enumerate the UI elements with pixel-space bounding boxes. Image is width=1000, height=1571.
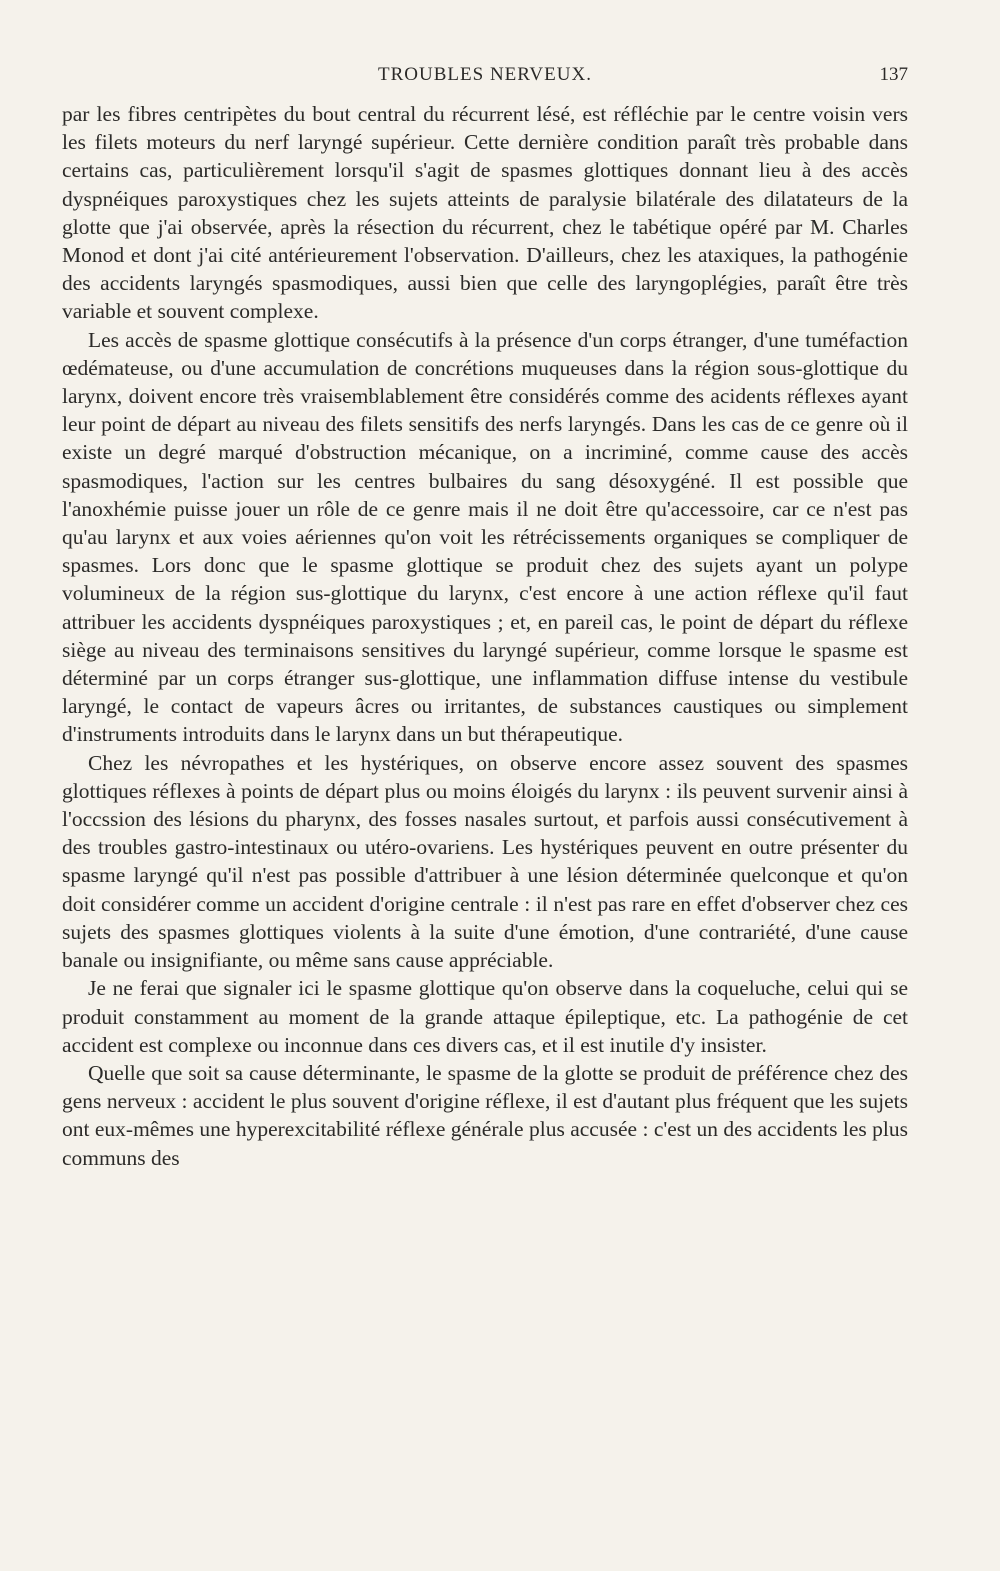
paragraph-nervous-predisposition: Quelle que soit sa cause déterminante, le spasme de la glotte se produit de préférence chez des gens nerveux : accident le plus souvent d'origine réflexe, il est d'autant plus fréquent que les sujets ont eux-mêmes une hyperexcitabilité réflexe générale plus accusée : c'est un des accidents les plus communs des [62,1060,908,1170]
paragraph-hysteria-spasm: Chez les névropathes et les hystériques, on observe encore assez souvent des spasmes glottiques réflexes à points de départ plus ou moins éloigés du larynx : ils peuvent survenir ainsi à l'occssion des lésions du pharynx, des fosses nasales surtout, et parfois aussi consécutivement à des troubles gastro-intestinaux ou utéro-ovariens. Les hystériques peuvent en outre présenter du spasme laryngé qu'il n'est pas possible d'attribuer à une lésion déterminée quelconque et qu'on doit considérer comme un accident d'origine centrale : il n'est pas rare en effet d'observer chez ces sujets des spasmes glottiques violents à la suite d'une émotion, d'une contrariété, d'une cause banale ou insignifiante, ou même sans cause appréciable. [62,750,908,973]
page-number: 137 [879,64,908,85]
running-head [62,60,908,90]
paragraph-continued: par les fibres centripètes du bout central du récurrent lésé, est réfléchie par le centre voisin vers les filets moteurs du nerf laryngé supérieur. Cette dernière condition paraît très probable dans certains cas, particulièrement lorsqu'il s'agit de spasmes glottiques donnant lieu à des accès dyspnéiques paroxystiques chez les sujets atteints de paralysie bilatérale des dilatateurs de la glotte que j'ai observée, après la résection du récurrent, chez le tabétique opéré par M. Charles Monod et dont j'ai cité antérieurement l'observation. D'ailleurs, chez les ataxiques, la pathogénie des accidents laryngés spasmodiques, aussi bien que celle des laryngoplégies, paraît être très variable et souvent complexe. [62,102,908,324]
paragraph-foreign-body-spasm: Les accès de spasme glottique consécutifs à la présence d'un corps étranger, d'une tuméfaction œdémateuse, ou d'une accumulation de concrétions muqueuses dans la région sous-glottique du larynx, doivent encore très vraisemblablement être considérés comme des acidents réflexes ayant leur point de départ au niveau des filets sensitifs des nerfs laryngés. Dans les cas de ce genre où il existe un degré marqué d'obstruction mécanique, on a incriminé, comme cause des accès spasmodiques, l'action sur les centres bulbaires du sang désoxygéné. Il est possible que l'anoxhémie puisse jouer un rôle de ce genre mais il ne doit être qu'accessoire, car ce n'est pas qu'au larynx et aux voies aériennes qu'on voit les rétrécissements organiques se compliquer de spasmes. Lors donc que le spasme glottique se produit chez des sujets ayant un polype volumineux de la région sus-glottique du larynx, c'est encore à une action réflexe qu'il faut attribuer les accidents dyspnéiques paroxystiques ; et, en pareil cas, le point de départ du réflexe siège au niveau des terminaisons sensitives du laryngé supérieur, comme lorsque le spasme est déterminé par un corps étranger sus-glottique, une inflammation diffuse intense du vestibule laryngé, le contact de vapeurs âcres ou irritantes, de substances caustiques ou simplement d'instruments introduits dans le larynx dans un but thérapeutique. [62,327,908,747]
body-text [62,100,908,1172]
paragraph-whooping-cough: Je ne ferai que signaler ici le spasme glottique qu'on observe dans la coqueluche, celui qui se produit constamment au moment de la grande attaque épileptique, etc. La pathogénie de cet accident est complexe ou inconnue dans ces divers cas, et il est inutile d'y insister. [62,976,908,1057]
running-title: TROUBLES NERVEUX. [378,64,592,85]
